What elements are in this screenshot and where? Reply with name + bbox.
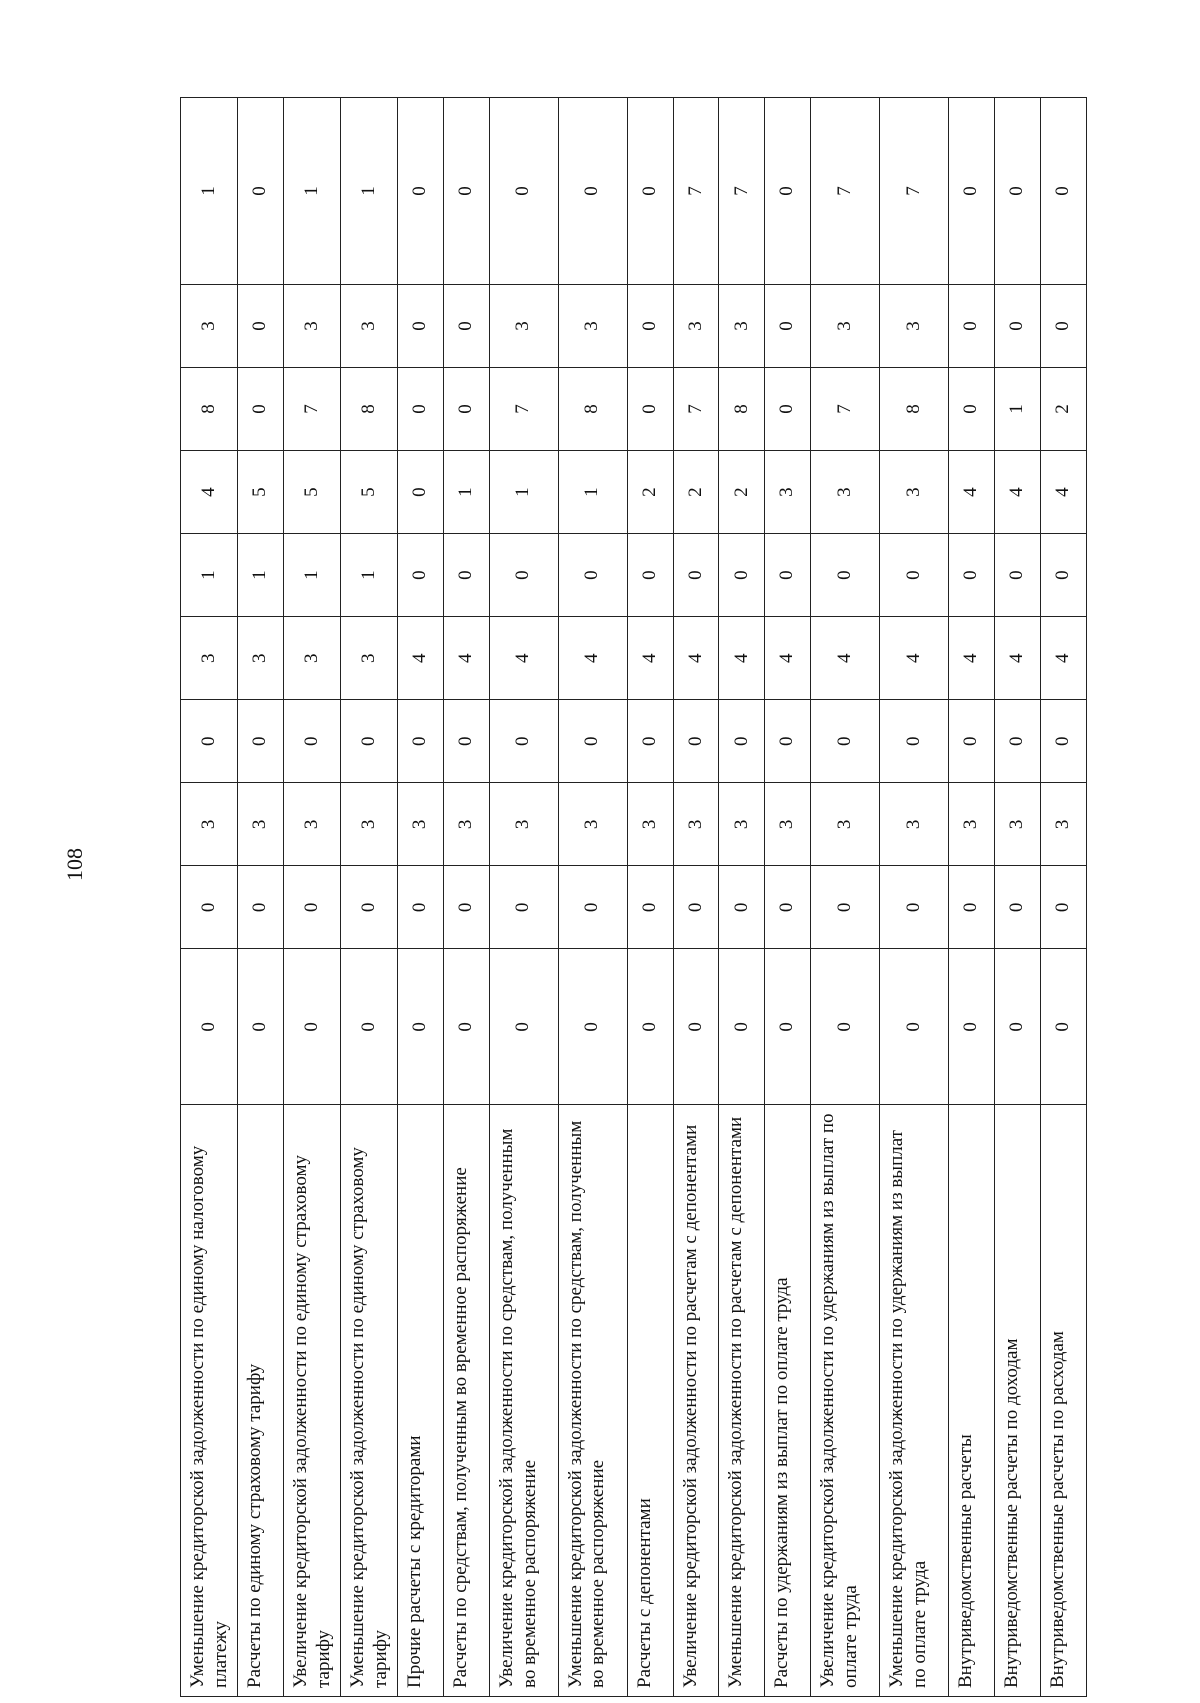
code-digit-cell: 0 (811, 866, 880, 949)
row-label: Уменьшение кредиторской задолженности по средствам, полученным во временное распоряжение (558, 1105, 627, 1697)
code-digit-cell: 0 (443, 284, 489, 367)
code-digit-cell: 4 (765, 617, 811, 700)
code-digit-cell: 3 (181, 783, 238, 866)
code-digit-cell: 0 (558, 98, 627, 285)
code-digit-cell: 3 (880, 783, 949, 866)
code-digit-cell: 0 (443, 949, 489, 1105)
code-digit-cell: 3 (673, 783, 719, 866)
code-digit-cell: 3 (443, 783, 489, 866)
code-digit-cell: 0 (765, 866, 811, 949)
code-digit-cell: 0 (283, 700, 340, 783)
code-digit-cell: 3 (558, 783, 627, 866)
code-digit-cell: 7 (673, 368, 719, 451)
code-digit-cell: 0 (1041, 866, 1087, 949)
code-digit-cell: 0 (765, 98, 811, 285)
code-digit-cell: 3 (811, 451, 880, 534)
code-digit-cell: 3 (995, 783, 1041, 866)
code-digit-cell: 0 (949, 284, 995, 367)
code-digit-cell: 0 (237, 866, 283, 949)
code-digit-cell: 0 (627, 284, 673, 367)
code-digit-cell: 0 (880, 949, 949, 1105)
code-digit-cell: 0 (627, 949, 673, 1105)
row-label: Расчеты с депонентами (627, 1105, 673, 1697)
code-digit-cell: 0 (397, 98, 443, 285)
code-digit-cell: 2 (719, 451, 765, 534)
code-digit-cell: 0 (673, 949, 719, 1105)
code-digit-cell: 5 (237, 451, 283, 534)
code-digit-cell: 0 (397, 534, 443, 617)
table-row (811, 98, 880, 1697)
code-digit-cell: 0 (765, 700, 811, 783)
code-digit-cell: 0 (719, 949, 765, 1105)
code-digit-cell: 0 (949, 700, 995, 783)
code-digit-cell: 0 (673, 866, 719, 949)
code-digit-cell: 0 (811, 534, 880, 617)
code-digit-cell: 8 (558, 368, 627, 451)
code-digit-cell: 0 (489, 98, 558, 285)
code-digit-cell: 0 (949, 368, 995, 451)
row-label: Уменьшение кредиторской задолженности по единому страховому тарифу (340, 1105, 397, 1697)
code-digit-cell: 0 (995, 700, 1041, 783)
table-row (237, 98, 283, 1697)
code-digit-cell: 4 (397, 617, 443, 700)
code-digit-cell: 0 (237, 700, 283, 783)
page-number: 108 (62, 848, 87, 881)
table-row (995, 98, 1041, 1697)
table-row (1041, 98, 1087, 1697)
code-digit-cell: 0 (627, 866, 673, 949)
code-digit-cell: 4 (719, 617, 765, 700)
table-row (340, 98, 397, 1697)
code-digit-cell: 4 (1041, 617, 1087, 700)
code-digit-cell: 0 (765, 534, 811, 617)
code-digit-cell: 0 (558, 534, 627, 617)
code-digit-cell: 3 (489, 284, 558, 367)
code-digit-cell: 1 (237, 534, 283, 617)
row-label: Увеличение кредиторской задолженности по средствам, полученным во временное распоряжение (489, 1105, 558, 1697)
code-digit-cell: 1 (340, 98, 397, 285)
code-digit-cell: 1 (181, 98, 238, 285)
code-digit-cell: 3 (765, 783, 811, 866)
code-digit-cell: 4 (949, 451, 995, 534)
code-digit-cell: 7 (811, 368, 880, 451)
code-digit-cell: 3 (237, 783, 283, 866)
code-digit-cell: 3 (340, 284, 397, 367)
code-digit-cell: 0 (397, 866, 443, 949)
row-label: Уменьшение кредиторской задолженности по единому налоговому платежу (181, 1105, 238, 1697)
code-digit-cell: 0 (237, 284, 283, 367)
row-label: Увеличение кредиторской задолженности по расчетам с депонентами (673, 1105, 719, 1697)
code-digit-cell: 0 (489, 949, 558, 1105)
table-row (673, 98, 719, 1697)
table-row (443, 98, 489, 1697)
code-digit-cell: 7 (283, 368, 340, 451)
table-row (719, 98, 765, 1697)
code-digit-cell: 4 (949, 617, 995, 700)
code-digit-cell: 0 (719, 866, 765, 949)
code-digit-cell: 4 (995, 617, 1041, 700)
code-digit-cell: 0 (558, 949, 627, 1105)
code-digit-cell: 0 (397, 368, 443, 451)
code-digit-cell: 0 (627, 98, 673, 285)
code-digit-cell: 1 (443, 451, 489, 534)
code-digit-cell: 1 (489, 451, 558, 534)
code-digit-cell: 3 (283, 284, 340, 367)
code-digit-cell: 0 (397, 284, 443, 367)
row-label: Расчеты по средствам, полученным во временное распоряжение (443, 1105, 489, 1697)
code-digit-cell: 4 (627, 617, 673, 700)
code-digit-cell: 4 (181, 451, 238, 534)
code-digit-cell: 3 (1041, 783, 1087, 866)
code-digit-cell: 3 (283, 783, 340, 866)
code-digit-cell: 0 (1041, 700, 1087, 783)
code-digit-cell: 4 (558, 617, 627, 700)
code-digit-cell: 7 (719, 98, 765, 285)
code-digit-cell: 1 (283, 534, 340, 617)
code-digit-cell: 0 (443, 368, 489, 451)
code-digit-cell: 0 (181, 700, 238, 783)
row-label: Уменьшение кредиторской задолженности по удержаниям из выплат по оплате труда (880, 1105, 949, 1697)
code-digit-cell: 0 (995, 534, 1041, 617)
code-digit-cell: 7 (673, 98, 719, 285)
rotated-table-wrapper (180, 97, 1087, 1697)
row-label: Внутриведомственные расчеты по доходам (995, 1105, 1041, 1697)
code-digit-cell: 2 (1041, 368, 1087, 451)
code-digit-cell: 4 (811, 617, 880, 700)
table-row (558, 98, 627, 1697)
row-label: Увеличение кредиторской задолженности по единому страховому тарифу (283, 1105, 340, 1697)
code-digit-cell: 0 (719, 534, 765, 617)
code-digit-cell: 0 (995, 949, 1041, 1105)
code-digit-cell: 0 (880, 866, 949, 949)
code-digit-cell: 1 (340, 534, 397, 617)
table-row (765, 98, 811, 1697)
code-digit-cell: 3 (880, 451, 949, 534)
code-digit-cell: 0 (397, 949, 443, 1105)
code-digit-cell: 0 (811, 700, 880, 783)
table-row (397, 98, 443, 1697)
code-digit-cell: 0 (995, 866, 1041, 949)
code-digit-cell: 0 (949, 534, 995, 617)
code-digit-cell: 4 (880, 617, 949, 700)
code-digit-cell: 3 (811, 783, 880, 866)
code-digit-cell: 0 (1041, 949, 1087, 1105)
code-digit-cell: 5 (340, 451, 397, 534)
code-digit-cell: 0 (811, 949, 880, 1105)
code-digit-cell: 0 (719, 700, 765, 783)
code-digit-cell: 3 (949, 783, 995, 866)
code-digit-cell: 0 (340, 866, 397, 949)
code-digit-cell: 3 (181, 617, 238, 700)
code-digit-cell: 3 (397, 783, 443, 866)
row-label: Внутриведомственные расчеты по расходам (1041, 1105, 1087, 1697)
code-digit-cell: 3 (880, 284, 949, 367)
code-digit-cell: 0 (489, 866, 558, 949)
code-digit-cell: 0 (880, 700, 949, 783)
code-digit-cell: 0 (949, 98, 995, 285)
code-digit-cell: 3 (811, 284, 880, 367)
code-digit-cell: 0 (283, 949, 340, 1105)
code-digit-cell: 0 (489, 534, 558, 617)
code-digit-cell: 0 (1041, 284, 1087, 367)
code-digit-cell: 2 (673, 451, 719, 534)
code-digit-cell: 0 (340, 949, 397, 1105)
code-digit-cell: 3 (340, 783, 397, 866)
code-digit-cell: 5 (283, 451, 340, 534)
code-digit-cell: 3 (627, 783, 673, 866)
code-digit-cell: 0 (443, 700, 489, 783)
code-digit-cell: 4 (995, 451, 1041, 534)
code-digit-cell: 4 (1041, 451, 1087, 534)
code-digit-cell: 4 (673, 617, 719, 700)
code-digit-cell: 0 (1041, 534, 1087, 617)
table-row (489, 98, 558, 1697)
code-digit-cell: 0 (397, 451, 443, 534)
code-digit-cell: 0 (995, 98, 1041, 285)
code-digit-cell: 1 (558, 451, 627, 534)
code-digit-cell: 0 (765, 368, 811, 451)
row-label: Расчеты по удержаниям из выплат по оплате труда (765, 1105, 811, 1697)
code-digit-cell: 0 (949, 866, 995, 949)
code-digit-cell: 0 (765, 949, 811, 1105)
code-digit-cell: 3 (673, 284, 719, 367)
table-row (283, 98, 340, 1697)
code-digit-cell: 0 (489, 700, 558, 783)
row-label: Расчеты по единому страховому тарифу (237, 1105, 283, 1697)
table-row (627, 98, 673, 1697)
code-digit-cell: 0 (443, 866, 489, 949)
code-digit-cell: 0 (880, 534, 949, 617)
code-digit-cell: 0 (765, 284, 811, 367)
code-digit-cell: 3 (340, 617, 397, 700)
accounts-table (180, 97, 1087, 1697)
code-digit-cell: 3 (489, 783, 558, 866)
code-digit-cell: 7 (489, 368, 558, 451)
code-digit-cell: 1 (995, 368, 1041, 451)
code-digit-cell: 3 (181, 284, 238, 367)
row-label: Внутриведомственные расчеты (949, 1105, 995, 1697)
code-digit-cell: 0 (1041, 98, 1087, 285)
code-digit-cell: 0 (627, 534, 673, 617)
code-digit-cell: 4 (489, 617, 558, 700)
code-digit-cell: 0 (558, 700, 627, 783)
code-digit-cell: 4 (443, 617, 489, 700)
code-digit-cell: 8 (181, 368, 238, 451)
row-label: Прочие расчеты с кредиторами (397, 1105, 443, 1697)
code-digit-cell: 0 (283, 866, 340, 949)
code-digit-cell: 0 (558, 866, 627, 949)
code-digit-cell: 0 (673, 700, 719, 783)
code-digit-cell: 7 (811, 98, 880, 285)
row-label: Увеличение кредиторской задолженности по удержаниям из выплат по оплате труда (811, 1105, 880, 1697)
code-digit-cell: 0 (627, 700, 673, 783)
code-digit-cell: 0 (181, 866, 238, 949)
code-digit-cell: 3 (719, 783, 765, 866)
code-digit-cell: 0 (397, 700, 443, 783)
code-digit-cell: 1 (181, 534, 238, 617)
code-digit-cell: 7 (880, 98, 949, 285)
code-digit-cell: 3 (283, 617, 340, 700)
code-digit-cell: 3 (765, 451, 811, 534)
code-digit-cell: 8 (719, 368, 765, 451)
code-digit-cell: 0 (340, 700, 397, 783)
row-label: Уменьшение кредиторской задолженности по расчетам с депонентами (719, 1105, 765, 1697)
table-row (880, 98, 949, 1697)
code-digit-cell: 0 (237, 368, 283, 451)
code-digit-cell: 8 (880, 368, 949, 451)
code-digit-cell: 0 (443, 98, 489, 285)
code-digit-cell: 0 (673, 534, 719, 617)
code-digit-cell: 8 (340, 368, 397, 451)
code-digit-cell: 2 (627, 451, 673, 534)
code-digit-cell: 0 (443, 534, 489, 617)
code-digit-cell: 0 (949, 949, 995, 1105)
code-digit-cell: 0 (181, 949, 238, 1105)
code-digit-cell: 0 (237, 949, 283, 1105)
code-digit-cell: 3 (719, 284, 765, 367)
table-row (949, 98, 995, 1697)
code-digit-cell: 0 (237, 98, 283, 285)
code-digit-cell: 3 (237, 617, 283, 700)
table-row (181, 98, 238, 1697)
code-digit-cell: 1 (283, 98, 340, 285)
code-digit-cell: 3 (558, 284, 627, 367)
code-digit-cell: 0 (995, 284, 1041, 367)
code-digit-cell: 0 (627, 368, 673, 451)
